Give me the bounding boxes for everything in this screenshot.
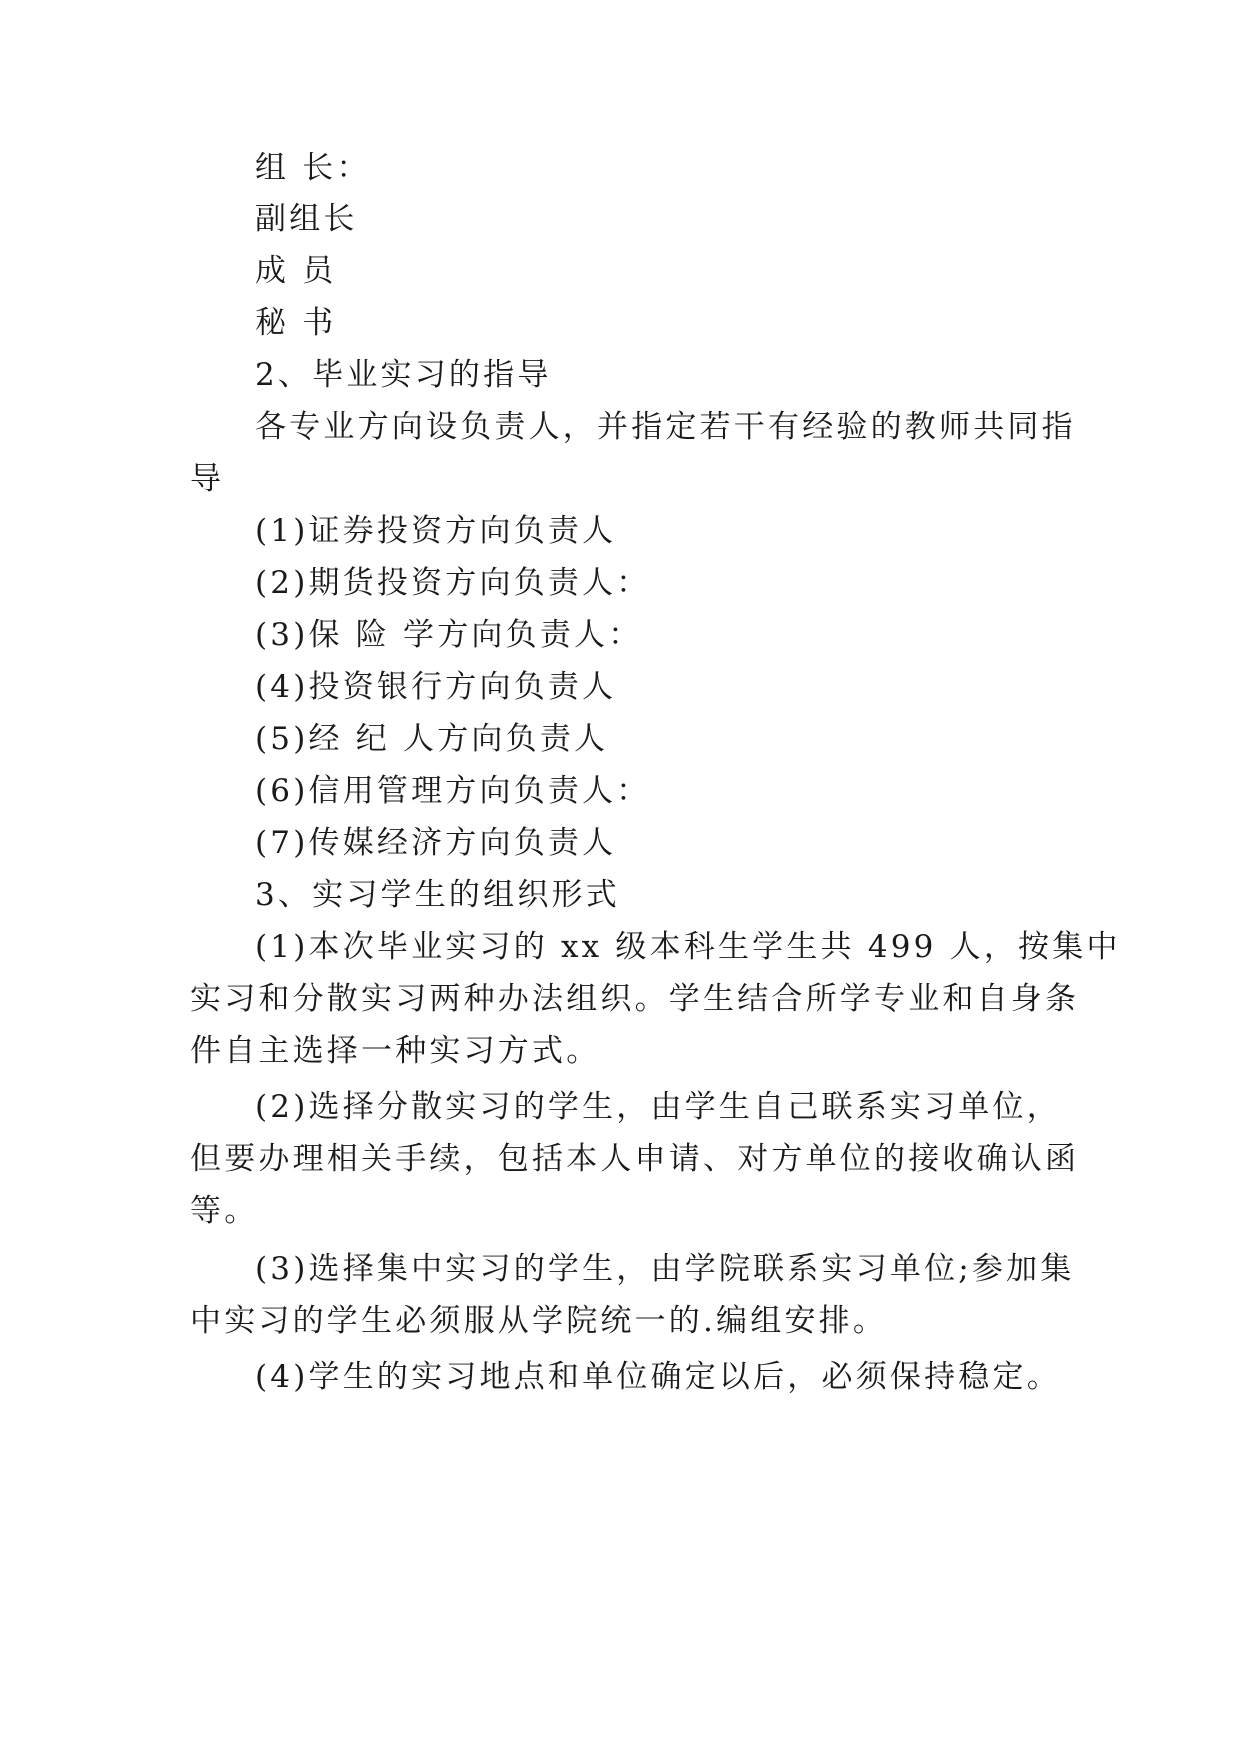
paragraph-line: (2)选择分散实习的学生，由学生自己联系实习单位， (255, 1089, 1061, 1125)
list-item: (5)经 纪 人方向负责人 (255, 721, 609, 757)
section3-heading: 3、实习学生的组织形式 (255, 877, 620, 913)
paragraph-line: (1)本次毕业实习的 xx 级本科生学生共 499 人，按集中 (255, 929, 1121, 965)
section2-intro-line: 各专业方向设负责人，并指定若干有经验的教师共同指 (255, 409, 1076, 445)
section2-heading: 2、毕业实习的指导 (255, 357, 552, 393)
list-item: (6)信用管理方向负责人： (255, 773, 651, 809)
list-item: (7)传媒经济方向负责人 (255, 825, 617, 861)
paragraph-line: (4)学生的实习地点和单位确定以后，必须保持稳定。 (255, 1359, 1061, 1395)
committee-leader: 组 长： (255, 150, 371, 186)
paragraph-line: 中实习的学生必须服从学院统一的.编组安排。 (190, 1303, 888, 1339)
list-item: (3)保 险 学方向负责人： (255, 617, 643, 653)
committee-members: 成 员 (255, 253, 337, 289)
list-item: (2)期货投资方向负责人： (255, 565, 651, 601)
paragraph-line: 等。 (190, 1193, 259, 1229)
paragraph-line: 但要办理相关手续，包括本人申请、对方单位的接收确认函 (190, 1141, 1080, 1177)
section2-intro-line: 导 (190, 461, 225, 497)
paragraph-line: 件自主选择一种实习方式。 (190, 1033, 601, 1069)
committee-deputy: 副组长 (255, 201, 358, 237)
paragraph-line: (3)选择集中实习的学生，由学院联系实习单位;参加集 (255, 1251, 1075, 1287)
list-item: (1)证券投资方向负责人 (255, 513, 617, 549)
committee-secretary: 秘 书 (255, 305, 337, 341)
paragraph-line: 实习和分散实习两种办法组织。学生结合所学专业和自身条 (190, 981, 1080, 1017)
list-item: (4)投资银行方向负责人 (255, 669, 617, 705)
